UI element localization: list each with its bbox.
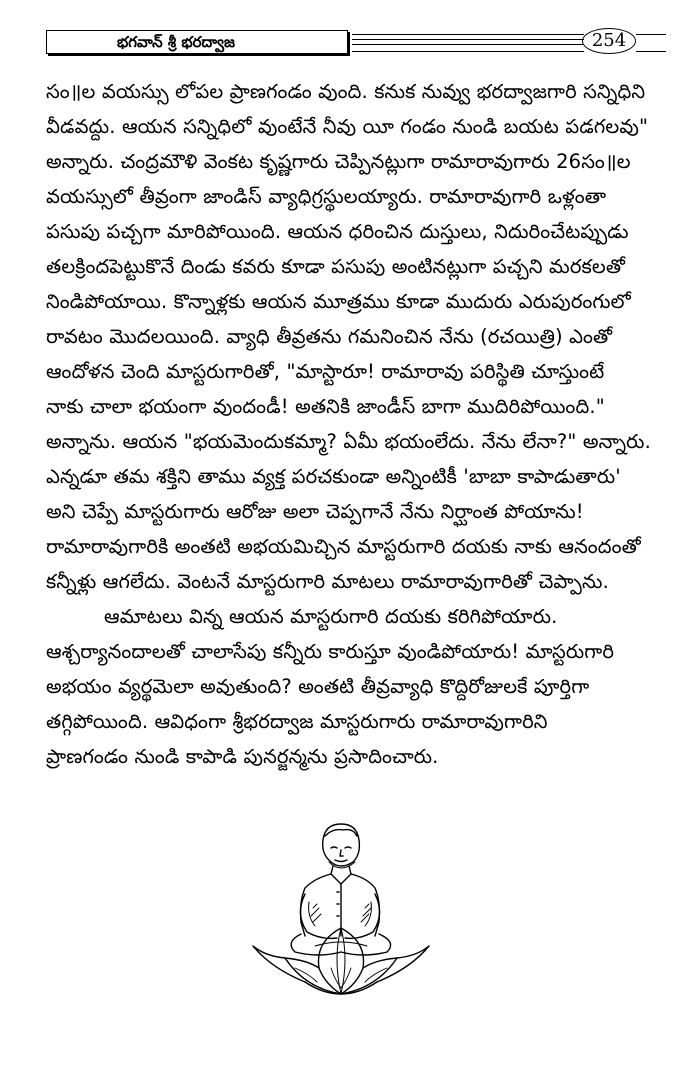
text-line-paragraph-start: ఆమాటలు విన్న ఆయన మాస్టరుగారి దయకు కరిగిపోయారు. xyxy=(104,605,558,628)
text-line: నాకు చాలా భయంగా వుందండీ! అతనికి జాండీస్ బాగా ముదిరిపోయింది." xyxy=(46,395,605,418)
text-line: రామారావుగారికి అంతటి అభయమిచ్చిన మాస్టరుగారి దయకు నాకు ఆనందంతో xyxy=(46,535,641,558)
text-line: అని చెప్పే మాస్టరుగారు ఆరోజు అలా చెప్పగానే నేను నిర్ఘాంత పోయాను! xyxy=(46,500,584,523)
text-line: అన్నాను. ఆయన "భయమెందుకమ్మా? ఏమీ భయంలేదు. నేను లేనా?" అన్నారు. xyxy=(46,430,651,453)
text-line: తలక్రిందపెట్టుకొనే దిండు కవరు కూడా పసుపు అంటినట్లుగా పచ్చని మరకలతో xyxy=(46,255,626,278)
text-line: పసుపు పచ్చగా మారిపోయింది. ఆయన ధరించిన దుస్తులు, నిదురించేటప్పుడు xyxy=(46,220,629,243)
header-title-box xyxy=(46,30,348,54)
text-line: ప్రాణగండం నుండి కాపాడి పునర్జన్మను ప్రసాదించారు. xyxy=(46,745,439,768)
text-line: రావటం మొదలయింది. వ్యాధి తీవ్రతను గమనించిన నేను (రచయిత్రి) ఎంతో xyxy=(46,325,613,348)
running-header xyxy=(30,30,670,56)
text-line: అభయం వ్యర్థమెలా అవుతుంది? అంతటి తీవ్రవ్యాధి కొద్దిరోజులకే పూర్తిగా xyxy=(46,675,590,698)
body-text xyxy=(46,74,656,774)
page-number: 254 xyxy=(582,28,636,54)
seated-master-on-lotus-illustration xyxy=(245,818,435,998)
header-rule-lines-end xyxy=(636,34,666,52)
text-line: వీడవద్దు. ఆయన సన్నిధిలో వుంటేనే నీవు యీ గండం నుండి బయట పడగలవు" xyxy=(46,115,649,138)
header-title: భగవాన్ శ్రీ భరద్వాజ xyxy=(117,33,235,51)
text-line: ఆందోళన చెంది మాస్టరుగారితో, "మాస్టారూ! రామారావు పరిస్థితి చూస్తుంటే xyxy=(46,360,605,383)
header-rule-lines xyxy=(352,34,584,52)
text-line: ఎన్నడూ తమ శక్తిని తాము వ్యక్త పరచకుండా అన్నింటికీ 'బాబా కాపాడుతారు' xyxy=(46,465,621,488)
text-line: తగ్గిపోయింది. ఆవిధంగా శ్రీభరద్వాజ మాస్టరుగారు రామారావుగారిని xyxy=(46,710,548,733)
text-line: కన్నీళ్లు ఆగలేదు. వెంటనే మాస్టరుగారి మాటలు రామారావుగారితో చెప్పాను. xyxy=(46,570,609,593)
text-line: అన్నారు. చంద్రమౌళి వెంకట కృష్ణగారు చెప్పినట్లుగా రామారావుగారు 26సం॥ల xyxy=(46,150,631,173)
text-line: నిండిపోయాయి. కొన్నాళ్లకు ఆయన మూత్రము కూడా ముదురు ఎరుపురంగులో xyxy=(46,290,631,313)
text-line: సం॥ల వయస్సు లోపల ప్రాణగండం వుంది. కనుక నువ్వు భరద్వాజగారి సన్నిధిని xyxy=(46,80,646,103)
figure xyxy=(245,818,435,998)
text-line: ఆశ్చర్యానందాలతో చాలాసేపు కన్నీరు కారుస్తూ వుండిపోయారు! మాస్టరుగారి xyxy=(46,640,615,663)
text-line: వయస్సులో తీవ్రంగా జాండిస్ వ్యాధిగ్రస్థులయ్యారు. రామారావుగారి ఒళ్లంతా xyxy=(46,185,607,208)
